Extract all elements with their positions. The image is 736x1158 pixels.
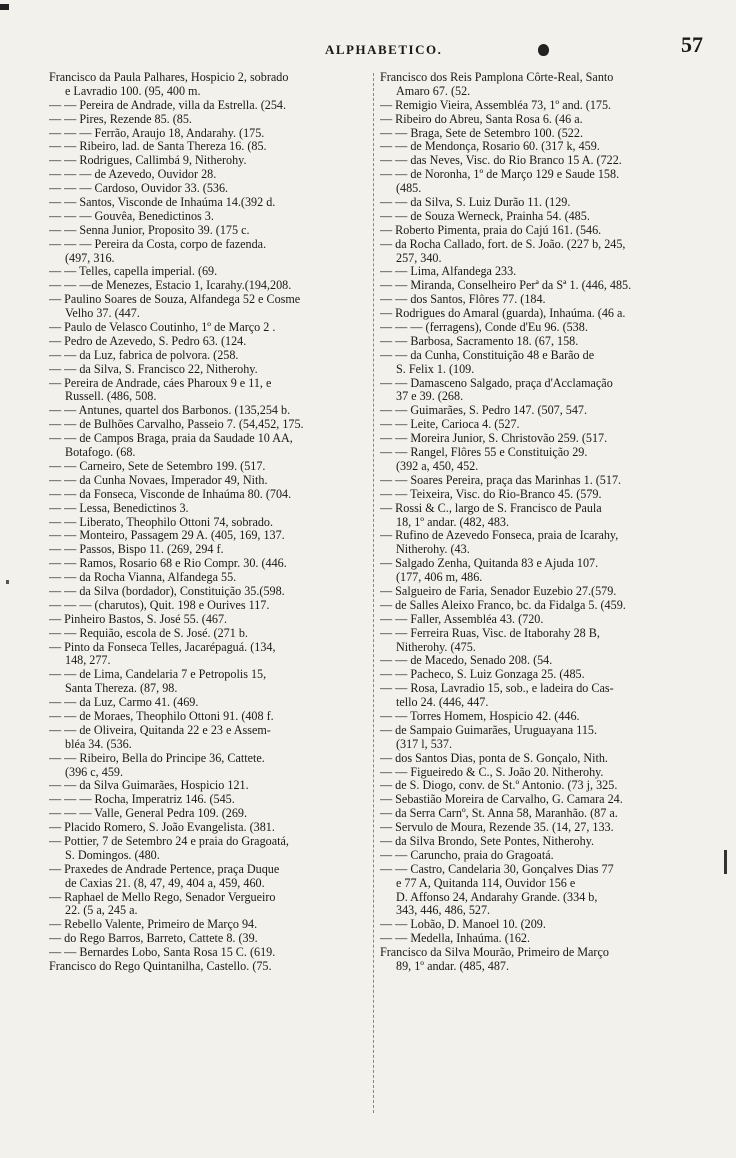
directory-entry-line: — — Braga, Sete de Setembro 100. (522. (380, 126, 583, 140)
directory-entry-line: — — da Silva, S. Luiz Durão 11. (129. (380, 196, 571, 210)
directory-entry-line: — — da Silva (bordador), Constituição 35.(598. (49, 584, 285, 598)
directory-entry-line: S. Felix 1. (109. (396, 362, 475, 376)
directory-entry-line: — — — Gouvêa, Benedictinos 3. (49, 209, 214, 223)
directory-entry-line: Botafogo. (68. (65, 446, 136, 460)
directory-entry-line: bléa 34. (536. (65, 737, 132, 751)
directory-entry-line: — — de Oliveira, Quitanda 22 e 23 e Assem- (49, 723, 271, 737)
directory-entry-line: 343, 446, 486, 527. (396, 904, 491, 918)
directory-entry-line: — — — Ferrão, Araujo 18, Andarahy. (175. (49, 126, 265, 140)
margin-speck (6, 580, 9, 584)
directory-entry-line: — — de Souza Werneck, Prainha 54. (485. (380, 209, 590, 223)
directory-entry-line: — de Salles Aleixo Franco, bc. da Fidalga 5. (459. (380, 598, 626, 612)
directory-entry-line: — — Figueiredo & C., S. João 20. Nitherohy. (380, 765, 604, 779)
directory-entry-line: — — Ribeiro, Bella do Principe 36, Cattete. (49, 751, 265, 765)
directory-entry-line: — Salgado Zenha, Quitanda 83 e Ajuda 107. (380, 557, 599, 571)
directory-entry-line: — — Miranda, Conselheiro Perª da Sª 1. (446, 485. (380, 279, 632, 293)
directory-entry-line: — — — Pereira da Costa, corpo de fazenda. (49, 237, 267, 251)
directory-entry-line: — — da Silva, S. Francisco 22, Nitherohy. (49, 362, 258, 376)
directory-entry-line: — — da Fonseca, Visconde de Inhaúma 80. (704. (49, 487, 292, 501)
directory-entry-line: 22. (5 a, 245 a. (65, 904, 138, 918)
directory-entry-line: — — Lima, Alfandega 233. (380, 265, 517, 279)
directory-entry-line: — — Passos, Bispo 11. (269, 294 f. (49, 543, 224, 557)
directory-entry-line: — da Rocha Callado, fort. de S. João. (227 b, 245, (380, 237, 626, 251)
directory-entry-line: — Paulo de Velasco Coutinho, 1º de Março 2 . (49, 321, 276, 335)
directory-entry-line: (485. (396, 182, 422, 196)
directory-entry-line: — Rodrigues do Amaral (guarda), Inhaúma. (46 a. (380, 307, 626, 321)
page-header (0, 20, 736, 60)
directory-entry-line: 257, 340. (396, 251, 442, 265)
directory-entry-line: — — Leite, Carioca 4. (527. (380, 418, 520, 432)
directory-entry-line: D. Affonso 24, Andarahy Grande. (334 b, (396, 890, 598, 904)
directory-entry-line: e 77 A, Quitanda 114, Ouvidor 156 e (396, 876, 576, 890)
directory-entry-line: — — — Rocha, Imperatriz 146. (545. (49, 793, 235, 807)
directory-entry-line: — Raphael de Mello Rego, Senador Vergueiro (49, 890, 276, 904)
directory-entry-line: — — de Bulhões Carvalho, Passeio 7. (54,452, 175. (49, 418, 304, 432)
directory-entry-line: Velho 37. (447. (65, 307, 140, 321)
directory-entry-line: — — — Valle, General Pedra 109. (269. (49, 807, 248, 821)
directory-entry-line: (497, 316. (65, 251, 115, 265)
directory-entry-line: Nitherohy. (475. (396, 640, 476, 654)
directory-entry-line: — — Medella, Inhaúma. (162. (380, 932, 531, 946)
directory-entry-line: — — da Luz, fabrica de polvora. (258. (49, 348, 239, 362)
directory-entry-line: Francisco da Silva Mourão, Primeiro de Março (380, 946, 609, 960)
directory-entry-line: 89, 1º andar. (485, 487. (396, 960, 510, 973)
directory-entry-line: — — de Noronha, 1º de Março 129 e Saude 158. (380, 168, 620, 182)
directory-entry-line: — — Guimarães, S. Pedro 147. (507, 547. (380, 404, 588, 418)
directory-entry-line: — — de Moraes, Theophilo Ottoni 91. (408 f. (49, 709, 274, 723)
directory-entry-line: — — Barbosa, Sacramento 18. (67, 158. (380, 334, 579, 348)
directory-entry-line: — — Senna Junior, Proposito 39. (175 c. (49, 223, 250, 237)
directory-entry-line: — — Moreira Junior, S. Christovão 259. (517. (380, 432, 608, 446)
directory-entry-line: — de Sampaio Guimarães, Uruguayana 115. (380, 723, 598, 737)
directory-entry-line: — Sebastião Moreira de Carvalho, G. Camara 24. (380, 793, 623, 807)
directory-entry-line: — — Pacheco, S. Luiz Gonzaga 25. (485. (380, 668, 585, 682)
directory-entry-line: — — de Lima, Candelaria 7 e Petropolis 15, (49, 668, 267, 682)
directory-entry-line: — — das Neves, Visc. do Rio Branco 15 A. (722. (380, 154, 622, 168)
directory-entry-line: — — — Cardoso, Ouvidor 33. (536. (49, 182, 229, 196)
directory-entry-line: (177, 406 m, 486. (396, 571, 483, 585)
directory-entry-line: — — Pereira de Andrade, villa da Estrella. (254. (49, 98, 287, 112)
directory-entry-line: — Roberto Pimenta, praia do Cajú 161. (546. (380, 223, 602, 237)
directory-entry-line: — Pinto da Fonseca Telles, Jacarépaguá. (134, (49, 640, 276, 654)
directory-entry-line: Francisco dos Reis Pamplona Côrte-Real, Santo (380, 71, 614, 84)
directory-entry-line: — — Ferreira Ruas, Visc. de Itaborahy 28 B, (380, 626, 600, 640)
directory-entry-line: — — Lobão, D. Manoel 10. (209. (380, 918, 546, 932)
directory-entry-line: — Remigio Vieira, Assembléa 73, 1º and. (175. (380, 98, 612, 112)
directory-entry-line: — — de Mendonça, Rosario 60. (317 k, 459. (380, 140, 600, 154)
directory-entry-line: — — da Cunha, Constituição 48 e Barão de (380, 348, 595, 362)
directory-entry-line: — Rufino de Azevedo Fonseca, praia de Icarahy, (380, 529, 619, 543)
page-title: ALPHABETICO. (325, 42, 443, 57)
directory-entry-line: — — de Macedo, Senado 208. (54. (380, 654, 553, 668)
directory-entry-line: — — Lessa, Benedictinos 3. (49, 501, 189, 515)
directory-entry-line: tello 24. (446, 447. (396, 696, 489, 710)
directory-entry-line: — Paulino Soares de Souza, Alfandega 52 e Cosme (49, 293, 301, 307)
page-number: 57 (681, 32, 703, 57)
directory-entry-line: Francisco do Rego Quintanilha, Castello. (75. (49, 960, 272, 973)
directory-entry-line: — de S. Diogo, conv. de St.º Antonio. (73 j, 325. (380, 779, 618, 793)
directory-entry-line: — — Rangel, Flôres 55 e Constituição 29. (380, 446, 588, 460)
directory-entry-line: — — da Cunha Novaes, Imperador 49, Nith. (49, 473, 268, 487)
directory-entry-line: — — Torres Homem, Hospicio 42. (446. (380, 709, 580, 723)
directory-entry-line: — — Teixeira, Visc. do Rio-Branco 45. (579. (380, 487, 602, 501)
directory-entry-line: Amaro 67. (52. (396, 84, 471, 98)
margin-mark (724, 850, 727, 874)
directory-entry-line: — — —de Menezes, Estacio 1, Icarahy.(194,208. (49, 279, 292, 293)
directory-entry-line: — — Bernardes Lobo, Santa Rosa 15 C. (619. (49, 946, 276, 960)
directory-entry-line: — Rebello Valente, Primeiro de Março 94. (49, 918, 258, 932)
directory-entry-line: — do Rego Barros, Barreto, Cattete 8. (39. (49, 932, 258, 946)
ink-blot (538, 44, 549, 56)
directory-entry-line: — Pottier, 7 de Setembro 24 e praia do Gragoatá, (49, 834, 289, 848)
directory-entry-line: 148, 277. (65, 654, 111, 668)
directory-entry-line: Russell. (486, 508. (65, 390, 157, 404)
directory-entry-line: — Pinheiro Bastos, S. José 55. (467. (49, 612, 228, 626)
directory-entry-line: S. Domingos. (480. (65, 848, 160, 862)
directory-entry-line: — — Rosa, Lavradio 15, sob., e ladeira do Cas- (380, 682, 614, 696)
directory-entry-line: (392 a, 450, 452. (396, 459, 479, 473)
right-column (380, 71, 705, 974)
directory-entry-line: — — — de Azevedo, Ouvidor 28. (49, 168, 217, 182)
directory-entry-line: — — da Silva Guimarães, Hospicio 121. (49, 779, 249, 793)
directory-entry-line: — — Caruncho, praia do Gragoatá. (380, 848, 554, 862)
directory-entry-line: — Servulo de Moura, Rezende 35. (14, 27, 133. (380, 821, 614, 835)
directory-entry-line: — — Castro, Candelaria 30, Gonçalves Dias 77 (380, 862, 614, 876)
corner-mark (0, 4, 9, 10)
directory-entry-line: — Placido Romero, S. João Evangelista. (381. (49, 821, 275, 835)
directory-entry-line: — Praxedes de Andrade Pertence, praça Duque (49, 862, 280, 876)
directory-entry-line: Nitherohy. (43. (396, 543, 470, 557)
directory-entry-line: — — Carneiro, Sete de Setembro 199. (517. (49, 459, 266, 473)
directory-entry-line: — — Damasceno Salgado, praça d'Acclamação (380, 376, 613, 390)
directory-entry-line: de Caxias 21. (8, 47, 49, 404 a, 459, 460. (65, 876, 265, 890)
directory-entry-line: — da Silva Brondo, Sete Pontes, Nitherohy. (380, 834, 595, 848)
directory-entry-line: — — — (charutos), Quit. 198 e Ourives 117. (49, 598, 270, 612)
directory-entry-line: — Pereira de Andrade, cáes Pharoux 9 e 11, e (49, 376, 272, 390)
directory-entry-line: (317 l, 537. (396, 737, 452, 751)
directory-entry-line: — — Requião, escola de S. José. (271 b. (49, 626, 248, 640)
directory-entry-line: — — dos Santos, Flôres 77. (184. (380, 293, 546, 307)
directory-entry-line: — — Telles, capella imperial. (69. (49, 265, 218, 279)
directory-entry-line: (396 c, 459. (65, 765, 123, 779)
directory-entry-line: — Pedro de Azevedo, S. Pedro 63. (124. (49, 334, 247, 348)
directory-entry-line: — — Pires, Rezende 85. (85. (49, 112, 192, 126)
directory-entry-line: — — Faller, Assembléa 43. (720. (380, 612, 544, 626)
directory-entry-line: — — Ramos, Rosario 68 e Rio Compr. 30. (446. (49, 557, 287, 571)
directory-entry-line: — Salgueiro de Faria, Senador Euzebio 27.(579. (380, 584, 617, 598)
directory-entry-line: — — Santos, Visconde de Inhaúma 14.(392 d. (49, 196, 276, 210)
directory-entry-line: 18, 1º andar. (482, 483. (396, 515, 510, 529)
directory-entry-line: 37 e 39. (268. (396, 390, 464, 404)
directory-entry-line: — — de Campos Braga, praia da Saudade 10 AA, (49, 432, 293, 446)
directory-entry-line: — — Liberato, Theophilo Ottoni 74, sobrado. (49, 515, 274, 529)
directory-entry-line: — — Rodrigues, Callimbá 9, Nitherohy. (49, 154, 247, 168)
directory-entry-line: Francisco da Paula Palhares, Hospicio 2, sobrado (49, 71, 289, 84)
column-divider (373, 73, 374, 1113)
directory-entry-line: Santa Thereza. (87, 98. (65, 682, 178, 696)
directory-entry-line: — — Soares Pereira, praça das Marinhas 1. (517. (380, 473, 622, 487)
directory-entry-line: — — — (ferragens), Conde d'Eu 96. (538. (380, 321, 588, 335)
left-column (49, 71, 367, 974)
directory-entry-line: — — Antunes, quartel dos Barbonos. (135,254 b. (49, 404, 291, 418)
directory-entry-line: — Ribeiro do Abreu, Santa Rosa 6. (46 a. (380, 112, 583, 126)
directory-entry-line: — — Ribeiro, lad. de Santa Thereza 16. (85. (49, 140, 267, 154)
directory-entry-line: — — da Luz, Carmo 41. (469. (49, 696, 199, 710)
directory-entry-line: — da Serra Carnº, St. Anna 58, Maranhão. (87 a. (380, 807, 618, 821)
directory-entry-line: — — Monteiro, Passagem 29 A. (405, 169, 137. (49, 529, 285, 543)
directory-entry-line: — — da Rocha Vianna, Alfandega 55. (49, 571, 237, 585)
directory-entry-line: — Rossi & C., largo de S. Francisco de Paula (380, 501, 602, 515)
directory-entry-line: e Lavradio 100. (95, 400 m. (65, 84, 201, 98)
directory-entry-line: — dos Santos Dias, ponta de S. Gonçalo, Nith. (380, 751, 608, 765)
